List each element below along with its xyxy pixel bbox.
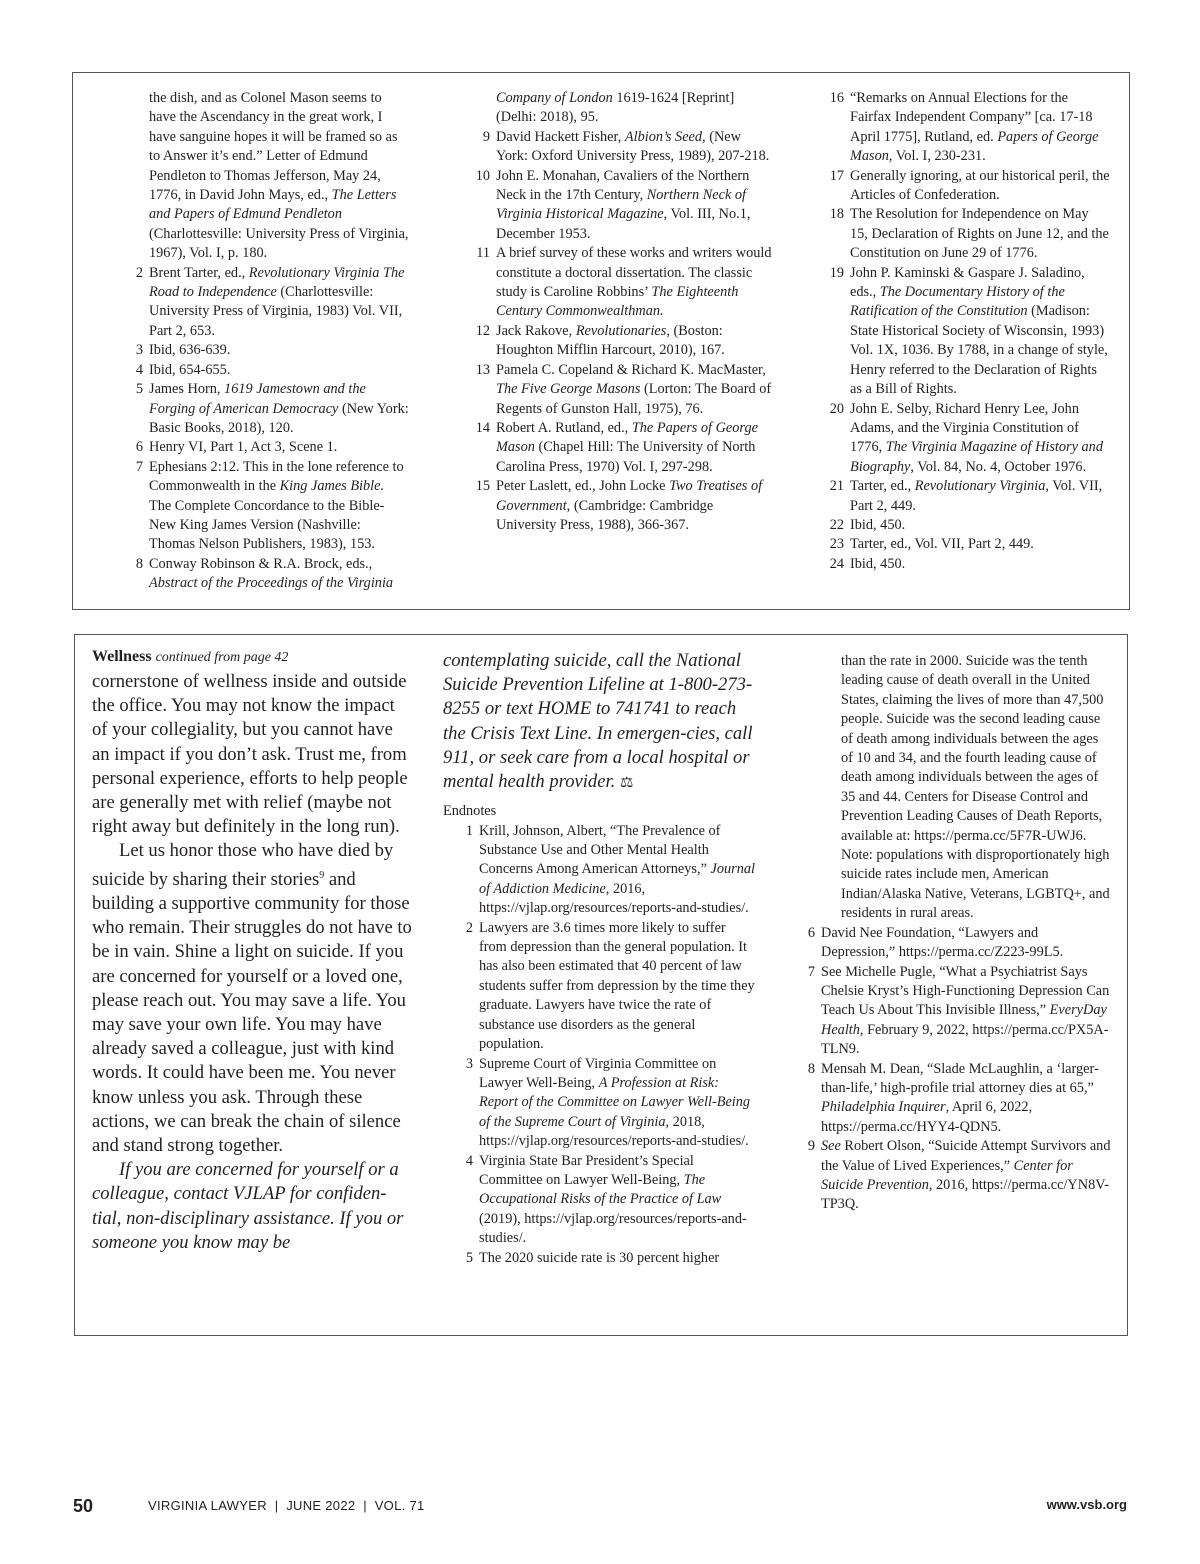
endnote-item: 12 Jack Rakove, Revolutionaries, (Boston: Houghton Mifflin Harcourt, 2010), 167. bbox=[456, 322, 772, 361]
wellness-col2 bbox=[443, 649, 763, 1268]
endnote-item: 18 The Resolution for Independence on May 15, Declaration of Rights on June 12, and the Constitution on June 29 of 1776. bbox=[810, 205, 1110, 263]
body-paragraph-2: Let us honor those who have died by suicide by sharing their stories$^9$ and building a supportive community for those who remain. Their struggles do not have to be in vain. Shine a light on suicide. If you are concerned for yourself or a loved one, please reach out. You may save a life. You may save your own life. You may have already saved a colleague, just with kind words. It could have been me. You never know unless you ask. Through these actions, we can break the chain of silence and stand strong together. bbox=[92, 840, 412, 1157]
endnote-number: 7 bbox=[807, 963, 815, 980]
endnote-item: 24 Ibid, 450. bbox=[810, 555, 1110, 574]
endnote-item: 4 Ibid, 654-655. bbox=[109, 361, 409, 380]
endnote-number: 6 bbox=[135, 439, 143, 456]
wellness-heading bbox=[92, 647, 412, 668]
body-paragraph-3: If you are concerned for yourself or a colleague, contact VJLAP for confiden-tial, non-disciplinary assistance. If you or someone you know may be bbox=[92, 1159, 404, 1253]
top-notes-col1 bbox=[109, 89, 409, 594]
endnote-number: 10 bbox=[475, 167, 490, 184]
page-number: 50 bbox=[73, 1496, 94, 1516]
endnote-item: than the rate in 2000. Suicide was the tenth leading cause of death overall in the United States, claiming the lives of more than 47,500 people. Suicide was the second leading cause of death among individuals between the ages of 10 and 34, and the fourth leading cause of death among individuals between the ages of 35 and 44. Centers for Disease Control and Prevention Leading Causes of Death Reports, available at: https://perma.cc/5F7R-UWJ6. Note: populations with disproportionately high suicide rates include men, American Indian/Alaska Native, Veterans, LGBTQ+, and residents in rural areas. bbox=[841, 653, 1110, 922]
endnote-number: 14 bbox=[475, 419, 490, 436]
endnote-number: 23 bbox=[829, 536, 844, 553]
endnote-item: 4 Virginia State Bar President’s Special Committee on Lawyer Well-Being, The Occupational Risks of the Practice of Law (2019), https://vjlap.org/resources/reports-and-studies/. bbox=[439, 1152, 757, 1249]
endnote-item: 13 Pamela C. Copeland & Richard K. MacMaster, The Five George Masons (Lorton: The Board of Regents of Gunston Hall, 1975), 76. bbox=[456, 361, 772, 419]
endnote-item: 23 Tarter, ed., Vol. VII, Part 2, 449. bbox=[810, 535, 1110, 554]
endnote-number: 19 bbox=[829, 264, 844, 281]
endnote-item: 19 John P. Kaminski & Gaspare J. Saladino, eds., The Documentary History of the Ratification of the Constitution (Madison: State Historical Society of Wisconsin, 1993) Vol. 1X, 1036. By 1788, in a change of style, Henry referred to the Declaration of Rights as a Bill of Rights. bbox=[810, 264, 1110, 400]
endnote-item: 15 Peter Laslett, ed., John Locke Two Treatises of Government, (Cambridge: Cambridge University Press, 1988), 366-367. bbox=[456, 477, 772, 535]
endnote-number: 16 bbox=[829, 90, 844, 106]
endnote-item: 21 Tarter, ed., Revolutionary Virginia, Vol. VII, Part 2, 449. bbox=[810, 477, 1110, 516]
endnote-number: 12 bbox=[475, 322, 490, 339]
website-url: www.vsb.org bbox=[1046, 1497, 1127, 1512]
endnote-number: 17 bbox=[829, 167, 844, 184]
endnote-item: 8 Conway Robinson & R.A. Brock, eds., Abstract of the Proceedings of the Virginia bbox=[109, 555, 409, 594]
endnote-number: 6 bbox=[807, 924, 815, 941]
endnote-item: 5 The 2020 suicide rate is 30 percent higher bbox=[439, 1249, 757, 1268]
endnote-number: 2 bbox=[135, 264, 143, 281]
wellness-notes-right bbox=[801, 652, 1113, 1215]
endnote-number: 20 bbox=[829, 400, 844, 417]
endnote-number: 5 bbox=[465, 1249, 473, 1266]
endnote-item: 20 John E. Selby, Richard Henry Lee, John Adams, and the Virginia Constitution of 1776, The Virginia Magazine of History and Biography, Vol. 84, No. 4, October 1976. bbox=[810, 400, 1110, 478]
wellness-notes-mid bbox=[439, 822, 757, 1268]
endnote-number: 1 bbox=[465, 822, 473, 839]
endnote-number: 3 bbox=[465, 1055, 473, 1072]
scales-icon: ⚖ bbox=[619, 773, 634, 792]
endnote-item: 7 See Michelle Pugle, “What a Psychiatrist Says Chelsie Kryst’s High-Functioning Depression Can Teach Us About This Invisible Illness,” EveryDay Health, February 9, 2022, https://perma.cc/PX5A-TLN9. bbox=[801, 963, 1113, 1060]
wellness-col1 bbox=[92, 647, 412, 1255]
endnote-number: 7 bbox=[135, 458, 143, 475]
wellness-box bbox=[74, 634, 1128, 1336]
endnote-number: 24 bbox=[829, 555, 844, 572]
endnote-item: 9 David Hackett Fisher, Albion’s Seed, (New York: Oxford University Press, 1989), 207-218. bbox=[456, 128, 772, 167]
endnote-number: 4 bbox=[465, 1152, 473, 1169]
body-paragraph-4: contemplating suicide, call the National Suicide Prevention Lifeline at 1-800-273-8255 or text HOME to 741741 to reach the Crisis Text Line. In emergen-cies, call 911, or seek care from a local hospital or mental health provider. ⚖ bbox=[443, 650, 753, 793]
endnote-item: 3 Ibid, 636-639. bbox=[109, 341, 409, 360]
endnote-number: 13 bbox=[475, 361, 490, 378]
endnote-item: 5 James Horn, 1619 Jamestown and the Forging of American Democracy (New York: Basic Books, 2018), 120. bbox=[109, 380, 409, 438]
endnote-number: 8 bbox=[807, 1060, 815, 1077]
top-notes-col2 bbox=[456, 89, 772, 535]
endnote-number: 9 bbox=[807, 1138, 815, 1155]
endnote-item: 8 Mensah M. Dean, “Slade McLaughlin, a ‘larger-than-life,’ high-profile trial attorney dies at 65,” Philadelphia Inquirer, April 6, 2022, https://perma.cc/HYY4-QDN5. bbox=[801, 1060, 1113, 1138]
endnote-number: 22 bbox=[829, 516, 844, 533]
endnote-item: 10 John E. Monahan, Cavaliers of the Northern Neck in the 17th Century, Northern Neck of Virginia Historical Magazine, Vol. III, No.1, December 1953. bbox=[456, 167, 772, 245]
endnote-item: 16 “Remarks on Annual Elections for the Fairfax Independent Company” [ca. 17-18 April 1775], Rutland, ed. Papers of George Mason, Vol. I, 230-231. bbox=[810, 89, 1110, 167]
top-endnotes-box bbox=[72, 72, 1130, 610]
endnote-item: Company of London 1619-1624 [Reprint] (Delhi: 2018), 95. bbox=[496, 90, 735, 126]
wellness-title: Wellness bbox=[92, 648, 152, 665]
endnote-item: 7 Ephesians 2:12. This in the lone reference to Commonwealth in the King James Bible. The Complete Concordance to the Bible-New King James Version (Nashville: Thomas Nelson Publishers, 1983), 153. bbox=[109, 458, 409, 555]
footnote-ref: 9 bbox=[319, 869, 325, 881]
endnote-number: 2 bbox=[465, 919, 473, 936]
endnote-number: 5 bbox=[135, 381, 143, 398]
endnote-item: 6 David Nee Foundation, “Lawyers and Depression,” https://perma.cc/Z223-99L5. bbox=[801, 924, 1113, 963]
endnote-number: 15 bbox=[475, 478, 490, 495]
endnote-item: the dish, and as Colonel Mason seems to have the Ascendancy in the great work, I have sanguine hopes it will be framed so as to Answer it’s end.” Letter of Edmund Pendleton to Thomas Jefferson, May 24, 1776, in David John Mays, ed., The Letters and Papers of Edmund Pendleton (Charlottesville: University Press of Virginia, 1967), Vol. I, p. 180. bbox=[149, 90, 409, 262]
endnote-number: 3 bbox=[135, 342, 143, 359]
endnote-number: 9 bbox=[482, 128, 490, 145]
endnote-item: 11 A brief survey of these works and writers would constitute a doctoral dissertation. The classic study is Caroline Robbins’ The Eighteenth Century Commonwealthman. bbox=[456, 244, 772, 322]
endnote-number: 4 bbox=[135, 361, 143, 378]
endnote-item: 17 Generally ignoring, at our historical peril, the Articles of Confederation. bbox=[810, 167, 1110, 206]
top-notes-col3 bbox=[810, 89, 1110, 574]
endnote-number: 8 bbox=[135, 555, 143, 572]
endnote-item: 2 Lawyers are 3.6 times more likely to suffer from depression than the general population. It has also been estimated that 40 percent of law students suffer from depression by the time they graduate. Lawyers have twice the rate of substance use disorders as the general population. bbox=[439, 919, 757, 1055]
endnote-item: 9 See Robert Olson, “Suicide Attempt Survivors and the Value of Lived Experiences,” Center for Suicide Prevention, 2016, https://perma.cc/YN8V-TP3Q. bbox=[801, 1137, 1113, 1215]
continued-note: continued from page 42 bbox=[155, 650, 289, 665]
endnote-number: 11 bbox=[476, 245, 490, 262]
endnote-item: 22 Ibid, 450. bbox=[810, 516, 1110, 535]
endnote-number: 18 bbox=[829, 206, 844, 223]
endnote-item: 3 Supreme Court of Virginia Committee on Lawyer Well-Being, A Profession at Risk: Report of the Committee on Lawyer Well-Being of the Supreme Court of Virginia, 2018, https://vjlap.org/resources/reports-and-studies/. bbox=[439, 1055, 757, 1152]
endnotes-heading: Endnotes bbox=[443, 803, 497, 820]
endnote-number: 21 bbox=[829, 478, 844, 495]
endnote-item: 14 Robert A. Rutland, ed., The Papers of George Mason (Chapel Hill: The University of North Carolina Press, 1970) Vol. I, 297-298. bbox=[456, 419, 772, 477]
magazine-info: VIRGINIA LAWYER | JUNE 2022 | VOL. 71 bbox=[148, 1498, 425, 1513]
endnote-item: 6 Henry VI, Part 1, Act 3, Scene 1. bbox=[109, 438, 409, 457]
endnote-item: 1 Krill, Johnson, Albert, “The Prevalence of Substance Use and Other Mental Health Concerns Among American Attorneys,” Journal of Addiction Medicine, 2016, https://vjlap.org/resources/reports-and-studies/. bbox=[439, 822, 757, 919]
body-paragraph-1: cornerstone of wellness inside and outside the office. You may not know the impact of your collegiality, but you cannot have an impact if you don’t ask. Trust me, from personal experience, efforts to help people are generally met with relief (maybe not right away but definitely in the long run). bbox=[92, 671, 408, 838]
endnote-item: 2 Brent Tarter, ed., Revolutionary Virginia The Road to Independence (Charlottesville: University Press of Virginia, 1983) Vol. VII, Part 2, 653. bbox=[109, 264, 409, 342]
